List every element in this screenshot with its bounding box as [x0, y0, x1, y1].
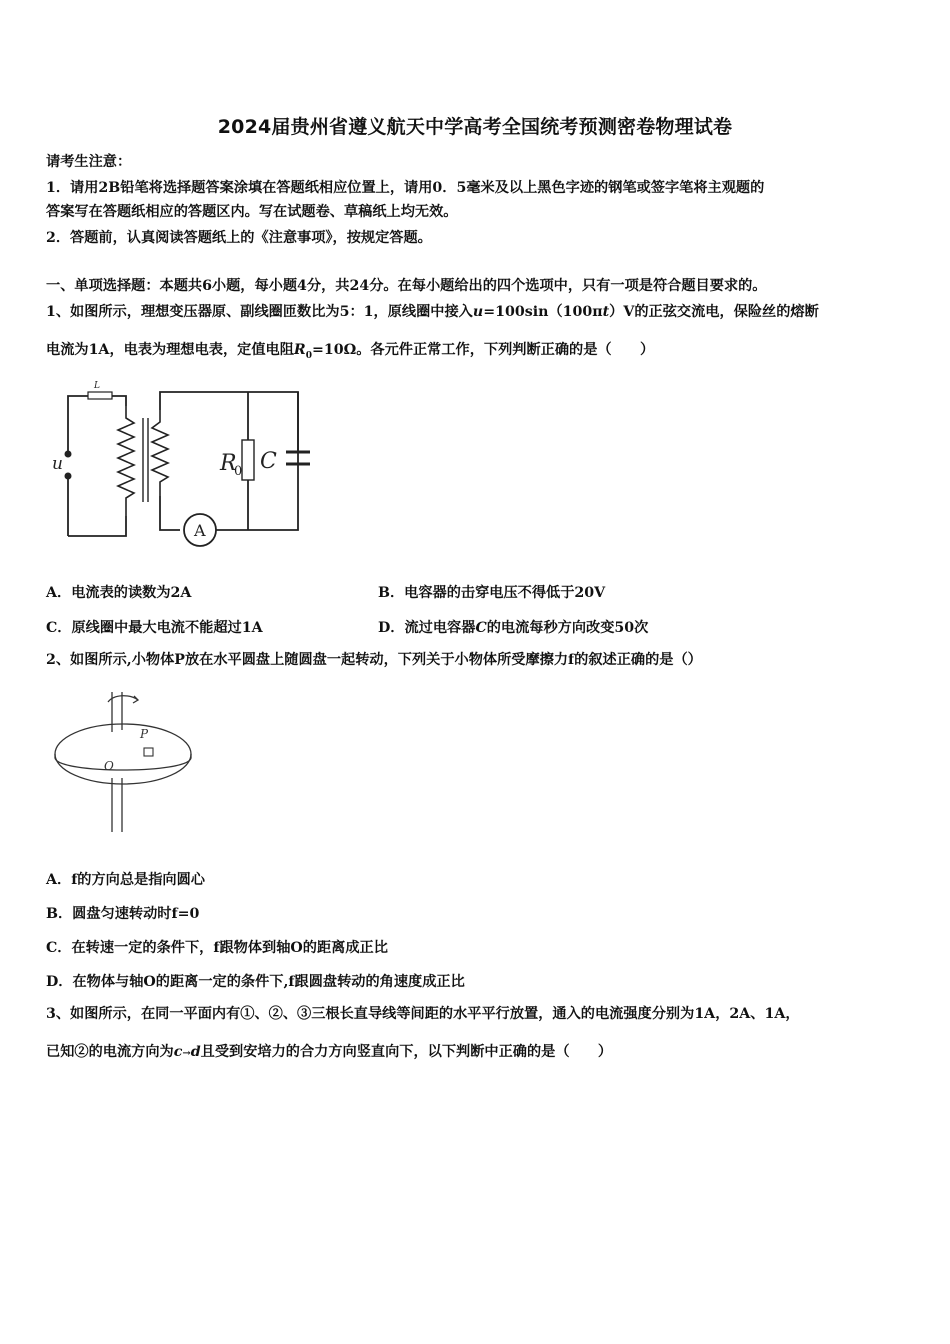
- q2-option-d[interactable]: D．在物体与轴O的距离一定的条件下,f跟圆盘转动的角速度成正比: [46, 974, 465, 990]
- q1-option-b[interactable]: B．电容器的击穿电压不得低于20V: [378, 585, 606, 601]
- q3-var-d: d: [190, 1044, 201, 1060]
- resistor-label-sub: 0: [234, 464, 243, 479]
- disk-top-surface: [55, 724, 191, 784]
- q2-stem: 2、如图所示,小物体P放在水平圆盘上随圆盘一起转动，下列关于小物体所受摩擦力f的叙述正确的是（）: [46, 652, 702, 668]
- q2-option-c[interactable]: C．在转速一定的条件下，f跟物体到轴O的距离成正比: [46, 940, 388, 956]
- q1-option-d-var-c: C: [475, 620, 487, 636]
- notice-line-3: 2．答题前，认真阅读答题纸上的《注意事项》，按规定答题。: [46, 230, 432, 246]
- q1-option-c[interactable]: C．原线圈中最大电流不能超过1A: [46, 620, 263, 636]
- rotating-disk-figure: [48, 686, 198, 836]
- secondary-bottom-wire: [160, 496, 180, 530]
- q1-stem-line-2: [46, 341, 654, 365]
- label-p: P: [140, 727, 149, 741]
- primary-top-wire: [68, 396, 88, 402]
- capacitor-label: C: [260, 449, 277, 474]
- fuse: [88, 392, 112, 399]
- q1-var-u: u: [472, 304, 484, 320]
- q2-option-b[interactable]: B．圆盘匀速转动时f=0: [46, 906, 200, 922]
- section-heading: 一、单项选择题：本题共6小题，每小题4分，共24分。在每小题给出的四个选项中，只有一项是符合题目要求的。: [46, 278, 767, 294]
- q3-stem-line-2: [46, 1043, 612, 1063]
- primary-coil: [118, 406, 134, 516]
- q1-text-b: =100sin（100π: [483, 304, 603, 320]
- primary-bottom-wire: [68, 516, 126, 536]
- notice-heading: 请考生注意：: [46, 154, 132, 170]
- q1-option-a[interactable]: A．电流表的读数为2A: [46, 585, 192, 601]
- q1-option-d-text-b: 的电流每秒方向改变50次: [486, 620, 649, 636]
- q1-option-d[interactable]: [378, 617, 648, 637]
- q3-text-a: 已知②的电流方向为: [46, 1044, 174, 1060]
- ammeter-label: A: [194, 521, 206, 540]
- q3-stem-line-1: 3、如图所示，在同一平面内有①、②、③三根长直导线等间距的水平平行放置，通入的电流强度分别为1A，2A、1A，: [46, 1006, 800, 1022]
- label-o: O: [104, 759, 114, 773]
- object-p: [144, 748, 153, 756]
- q3-text-b: 且受到安培力的合力方向竖直向下，以下判断中正确的是（ ）: [200, 1044, 613, 1060]
- page-title: 2024届贵州省遵义航天中学高考全国统考预测密卷物理试卷: [217, 116, 733, 138]
- source-terminal-top: [65, 451, 72, 458]
- q1-text-d: 电流为1A，电表为理想电表，定值电阻: [46, 342, 294, 358]
- q3-arrow: →: [182, 1048, 191, 1059]
- source-terminal-bottom: [65, 473, 72, 480]
- disk-edge: [55, 754, 191, 770]
- q1-text-a: 1、如图所示，理想变压器原、副线圈匝数比为5：1，原线圈中接入: [46, 304, 473, 320]
- q1-text-c: ）V的正弦交流电，保险丝的熔断: [609, 304, 819, 320]
- q2-option-a[interactable]: A．f的方向总是指向圆心: [46, 872, 205, 888]
- secondary-coil: [152, 410, 168, 496]
- source-label: u: [52, 454, 63, 474]
- q1-var-t: t: [602, 304, 610, 320]
- q1-stem-line-1: [46, 303, 819, 321]
- q1-var-r: R: [293, 342, 306, 358]
- resistor-r0: [242, 440, 254, 480]
- primary-top-wire-right: [112, 396, 126, 406]
- fuse-label: L: [94, 381, 100, 391]
- q1-var-r-sub: 0: [305, 350, 312, 361]
- resistor-label: R: [220, 451, 237, 476]
- notice-line-2: 答案写在答题纸相应的答题区内。写在试题卷、草稿纸上均无效。: [46, 204, 458, 220]
- transformer-circuit-figure: [48, 378, 308, 558]
- notice-line-1: 1．请用2B铅笔将选择题答案涂填在答题纸相应位置上，请用0．5毫米及以上黑色字迹的钢笔或签字笔将主观题的: [46, 180, 765, 196]
- q1-text-e: =10Ω。各元件正常工作，下列判断正确的是（ ）: [311, 342, 655, 358]
- q3-var-c: c: [173, 1044, 183, 1060]
- q1-option-d-text-a: D．流过电容器: [378, 620, 476, 636]
